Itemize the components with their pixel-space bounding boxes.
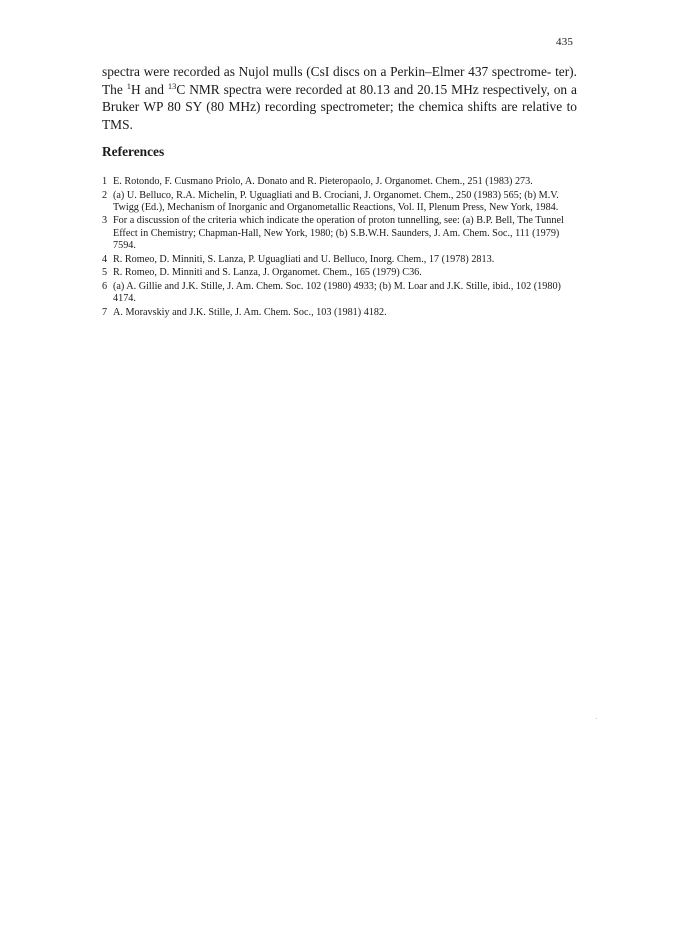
reference-number: 4 [102, 253, 108, 265]
reference-list [102, 176, 580, 320]
reference-number: 7 [102, 306, 108, 318]
body-line-2-pre: ter). The [102, 64, 577, 97]
reference-number: 6 [102, 280, 108, 292]
reference-text: R. Romeo, D. Minniti, S. Lanza, P. Uguagliati and U. Belluco, Inorg. Chem., 17 (1978) 2813. [113, 253, 495, 265]
reference-text: (a) A. Gillie and J.K. Stille, J. Am. Chem. Soc. 102 (1980) 4933; (b) M. Loar and J.K. Stille, ibid., 102 (1980) 4174. [113, 280, 561, 305]
reference-text: (a) U. Belluco, R.A. Michelin, P. Uguagliati and B. Crociani, J. Organomet. Chem., 250 (1983) 565; (b) M.V. Twigg (Ed.), Mechanism of Inorganic and Organometallic Reactions, Vol. II, Plenum Press, New York, 1984. [113, 189, 559, 213]
reference-text: A. Moravskiy and J.K. Stille, J. Am. Chem. Soc., 103 (1981) 4182. [113, 306, 387, 318]
page-number: 435 [556, 36, 574, 48]
superscript-1: 1 [126, 80, 131, 91]
superscript-13: 13 [167, 80, 177, 91]
body-line-2-post: C NMR spectra were recorded at 80.13 and 20.15 MHz [176, 81, 479, 97]
reference-item-3 [102, 215, 580, 252]
reference-item-2 [102, 190, 580, 215]
body-line-3: respectively, on a Bruker WP 80 SY (80 MHz) recording spectrometer; the chemica [102, 81, 577, 114]
body-line-1: spectra were recorded as Nujol mulls (CsI discs on a Perkin–Elmer 437 spectrome- [102, 64, 552, 79]
reference-number: 5 [102, 267, 108, 279]
reference-item-1 [102, 176, 580, 188]
body-line-4: shifts are relative to TMS. [102, 99, 578, 132]
reference-number: 1 [102, 176, 108, 187]
reference-text: For a discussion of the criteria which indicate the operation of proton tunnelling, see: (a) B.P. Bell, The Tunnel Effect in Chemistry; Chapman-Hall, New York, 1980; (b) S.B.W.H. Saunders, J. Am. Chem. Soc., 111 (1979) 7594. [113, 215, 564, 252]
reference-item-4 [102, 254, 580, 266]
reference-text: E. Rotondo, F. Cusmano Priolo, A. Donato and R. Pieteropaolo, J. Organomet. Chem., 251 (1983) 273. [113, 176, 533, 187]
reference-item-5 [102, 267, 580, 279]
reference-number: 2 [102, 189, 108, 201]
reference-text: R. Romeo, D. Minniti and S. Lanza, J. Organomet. Chem., 165 (1979) C36. [113, 267, 422, 279]
reference-number: 3 [102, 215, 108, 227]
body-line-2-mid: H and [131, 81, 168, 97]
body-paragraph [102, 63, 577, 133]
reference-item-7 [102, 307, 580, 319]
scan-speck [596, 718, 597, 719]
references-heading: References [102, 144, 165, 159]
reference-item-6 [102, 281, 580, 306]
